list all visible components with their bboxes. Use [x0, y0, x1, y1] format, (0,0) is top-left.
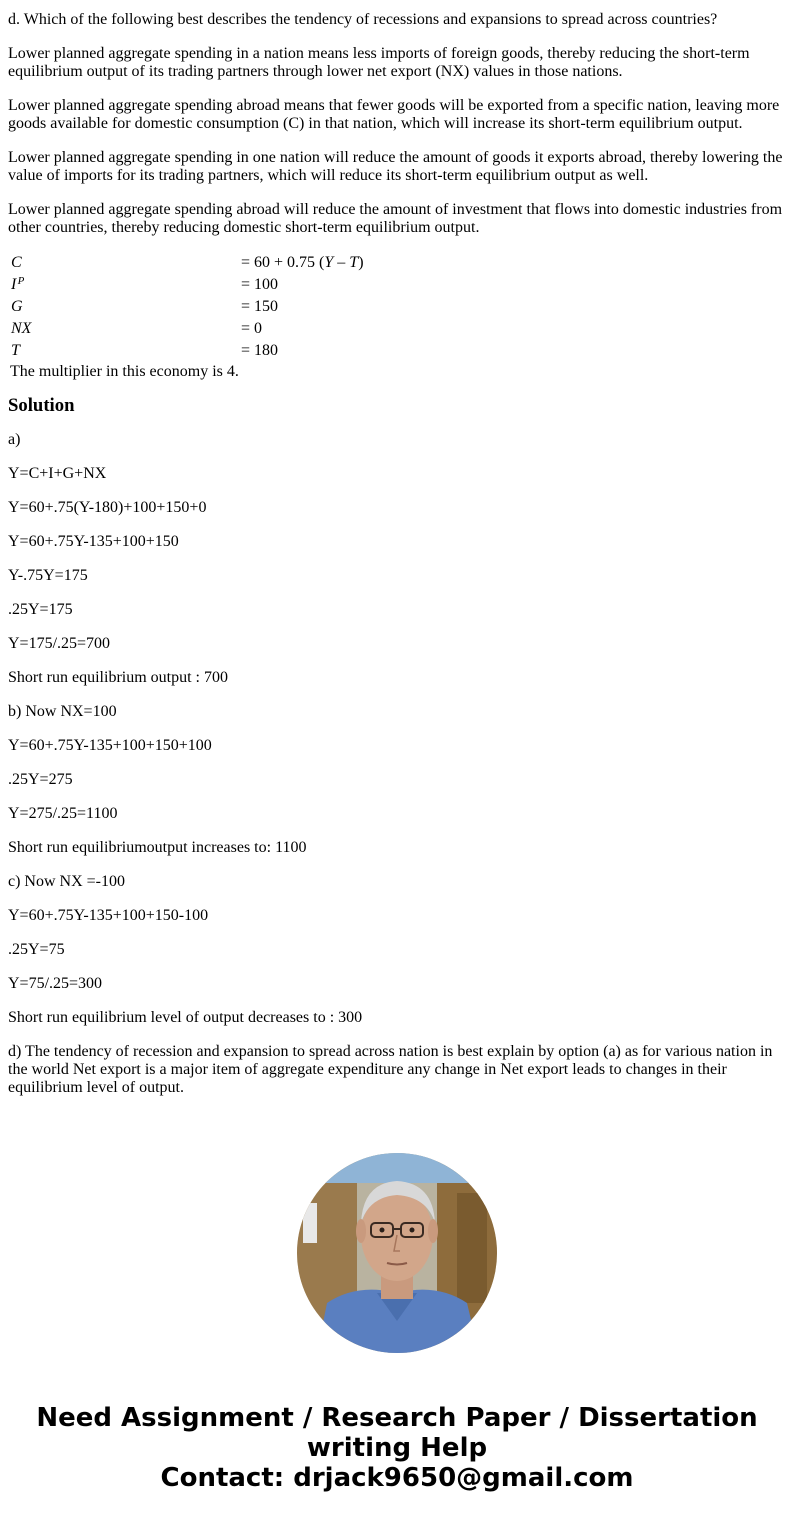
solution-line: .25Y=275: [8, 771, 73, 788]
solution-body: [8, 431, 786, 1097]
equation-row: [10, 341, 365, 361]
solution-line: Y=75/.25=300: [8, 975, 103, 992]
option-a: Lower planned aggregate spending in a nation means less imports of foreign goods, thereby reducing the short-term equilibrium output of its trading partners through lower net export (NX) values in those nations.: [8, 45, 750, 80]
author-portrait-image: [297, 1153, 497, 1353]
equation-row: [10, 275, 365, 295]
solution-line: Short run equilibriumoutput increases to: 1100: [8, 839, 307, 856]
promo-contact: Contact: drjack9650@gmail.com: [160, 1463, 634, 1493]
solution-line: .25Y=175: [8, 601, 73, 618]
solution-line: Short run equilibrium level of output decreases to : 300: [8, 1009, 363, 1026]
solution-line: Y=C+I+G+NX: [8, 465, 107, 482]
equation-variable: NX: [11, 320, 32, 337]
solution-line: Y=60+.75Y-135+100+150: [8, 533, 179, 550]
equation-variable: G: [11, 298, 23, 315]
solution-line: b) Now NX=100: [8, 703, 117, 720]
equation-value: = 60 + 0.75 (Y – T): [241, 254, 364, 271]
solution-line: .25Y=75: [8, 941, 65, 958]
equation-table: [8, 251, 367, 363]
option-b: Lower planned aggregate spending abroad means that fewer goods will be exported from a specific nation, leaving more goods available for domestic consumption (C) in that nation, which will increase its short-term equilibrium output.: [8, 97, 780, 132]
equation-value: = 100: [241, 276, 279, 293]
solution-line: Y=60+.75Y-135+100+150-100: [8, 907, 209, 924]
solution-line: Short run equilibrium output : 700: [8, 669, 228, 686]
option-d: Lower planned aggregate spending abroad will reduce the amount of investment that flows into domestic industries from other countries, thereby reducing domestic short-term equilibrium output.: [8, 201, 783, 236]
author-photo: [297, 1153, 497, 1353]
question-d: d. Which of the following best describes the tendency of recessions and expansions to spread across countries?: [8, 11, 718, 28]
equation-variable: T: [11, 342, 20, 359]
equation-value: = 150: [241, 298, 279, 315]
equation-value: = 0: [241, 320, 263, 337]
promo-line: Need Assignment / Research Paper / Dissertation writing Help: [36, 1403, 758, 1463]
equation-row: [10, 253, 365, 273]
solution-line: Y=60+.75Y-135+100+150+100: [8, 737, 212, 754]
equation-value: = 180: [241, 342, 279, 359]
promo-banner: [0, 1403, 794, 1493]
equation-variable: I $^P$: [11, 275, 25, 293]
multiplier-text: The multiplier in this economy is 4.: [10, 363, 239, 380]
solution-line: Y=60+.75(Y-180)+100+150+0: [8, 499, 207, 516]
equation-row: [10, 319, 365, 339]
solution-line: d) The tendency of recession and expansion to spread across nation is best explain by option (a) as for various nation in the world Net export is a major item of aggregate expenditure any change in Net export leads to changes in their equilibrium level of output.: [8, 1043, 773, 1096]
option-c: Lower planned aggregate spending in one nation will reduce the amount of goods it exports abroad, thereby lowering the value of imports for its trading partners, which will reduce its short-term equilibrium output as well.: [8, 149, 783, 184]
solution-line: a): [8, 431, 21, 448]
solution-line: c) Now NX =-100: [8, 873, 125, 890]
solution-line: Y=275/.25=1100: [8, 805, 118, 822]
document-body: [8, 11, 786, 1113]
solution-line: Y=175/.25=700: [8, 635, 111, 652]
equation-variable: C: [11, 254, 22, 271]
solution-heading: Solution: [8, 395, 75, 416]
equation-superscript: P: [17, 275, 25, 287]
equation-row: [10, 297, 365, 317]
solution-line: Y-.75Y=175: [8, 567, 88, 584]
